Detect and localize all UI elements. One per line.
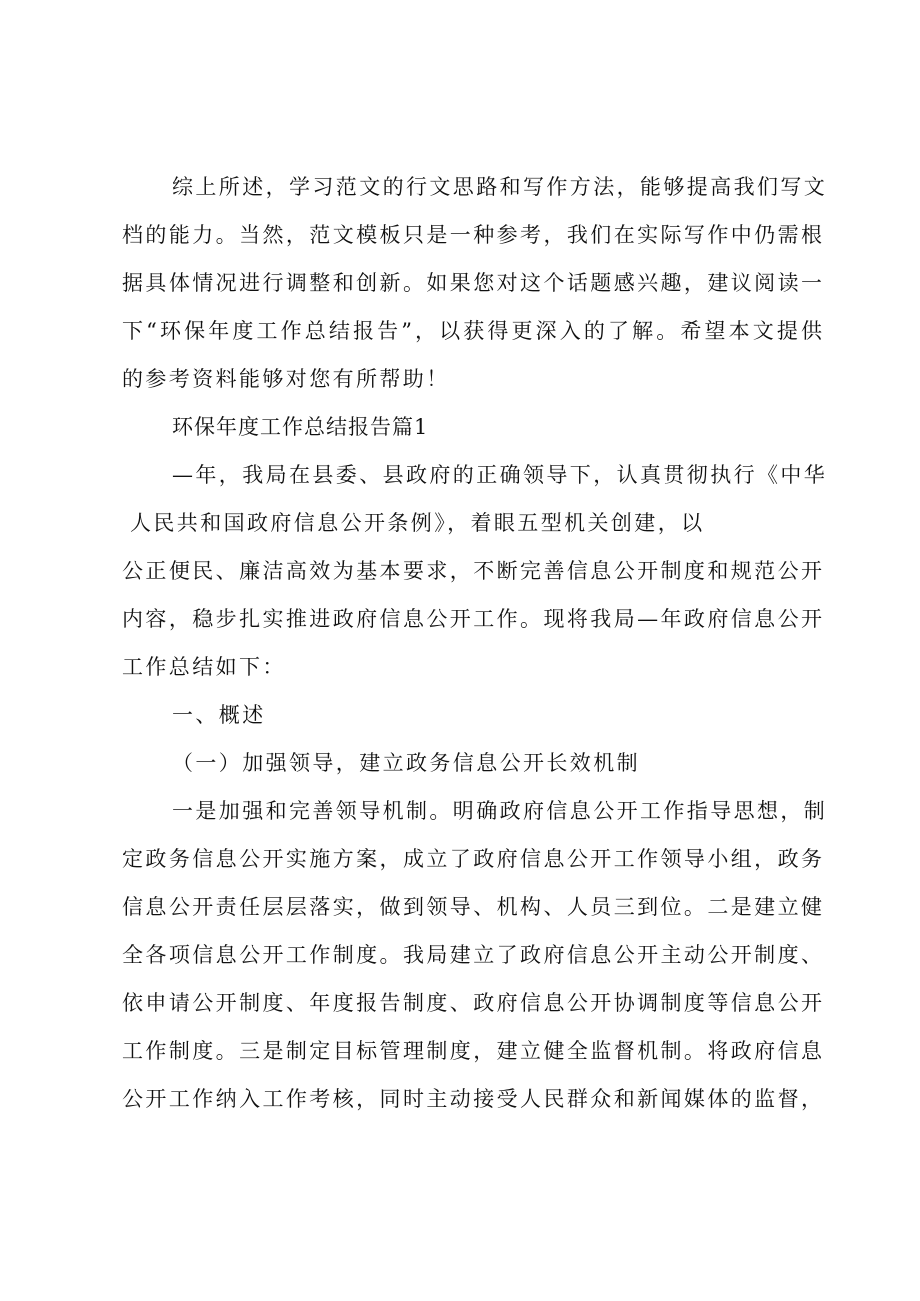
- paragraph-line: 工作制度。三是制定目标管理制度，建立健全监督机制。将政府信息: [122, 1039, 822, 1063]
- paragraph-line: 下“环保年度工作总结报告”，以获得更深入的了解。希望本文提供: [122, 319, 822, 343]
- section-title: 环保年度工作总结报告篇1: [172, 415, 429, 439]
- paragraph-line: 依申请公开制度、年度报告制度、政府信息公开协调制度等信息公开: [122, 991, 822, 1015]
- paragraph-line: 档的能力。当然，范文模板只是一种参考，我们在实际写作中仍需根: [122, 223, 822, 247]
- paragraph-line: 公正便民、廉洁高效为基本要求，不断完善信息公开制度和规范公开: [122, 559, 822, 583]
- paragraph-line: 内容，稳步扎实推进政府信息公开工作。现将我局—年政府信息公开: [122, 607, 822, 631]
- paragraph-line: 人民共和国政府信息公开条例》，着眼五型机关创建，以: [130, 511, 705, 535]
- paragraph-line: 全各项信息公开工作制度。我局建立了政府信息公开主动公开制度、: [122, 943, 822, 967]
- paragraph-line: 的参考资料能够对您有所帮助！: [122, 367, 450, 391]
- paragraph-line: 公开工作纳入工作考核，同时主动接受人民群众和新闻媒体的监督，: [122, 1087, 822, 1111]
- paragraph-line: —年，我局在县委、县政府的正确领导下，认真贯彻执行《中华: [172, 463, 828, 487]
- paragraph-line: 信息公开责任层层落实，做到领导、机构、人员三到位。二是建立健: [122, 895, 822, 919]
- heading-level-1: 一、概述: [172, 703, 266, 727]
- paragraph-line: 工作总结如下：: [122, 655, 286, 679]
- paragraph-line: 定政务信息公开实施方案，成立了政府信息公开工作领导小组，政务: [122, 847, 822, 871]
- paragraph-line: 一是加强和完善领导机制。明确政府信息公开工作指导思想，制: [172, 799, 828, 823]
- paragraph-line: 综上所述，学习范文的行文思路和写作方法，能够提高我们写文: [172, 175, 828, 199]
- paragraph-line: 据具体情况进行调整和创新。如果您对这个话题感兴趣，建议阅读一: [122, 271, 822, 295]
- heading-level-2: （一）加强领导，建立政务信息公开长效机制: [172, 751, 640, 775]
